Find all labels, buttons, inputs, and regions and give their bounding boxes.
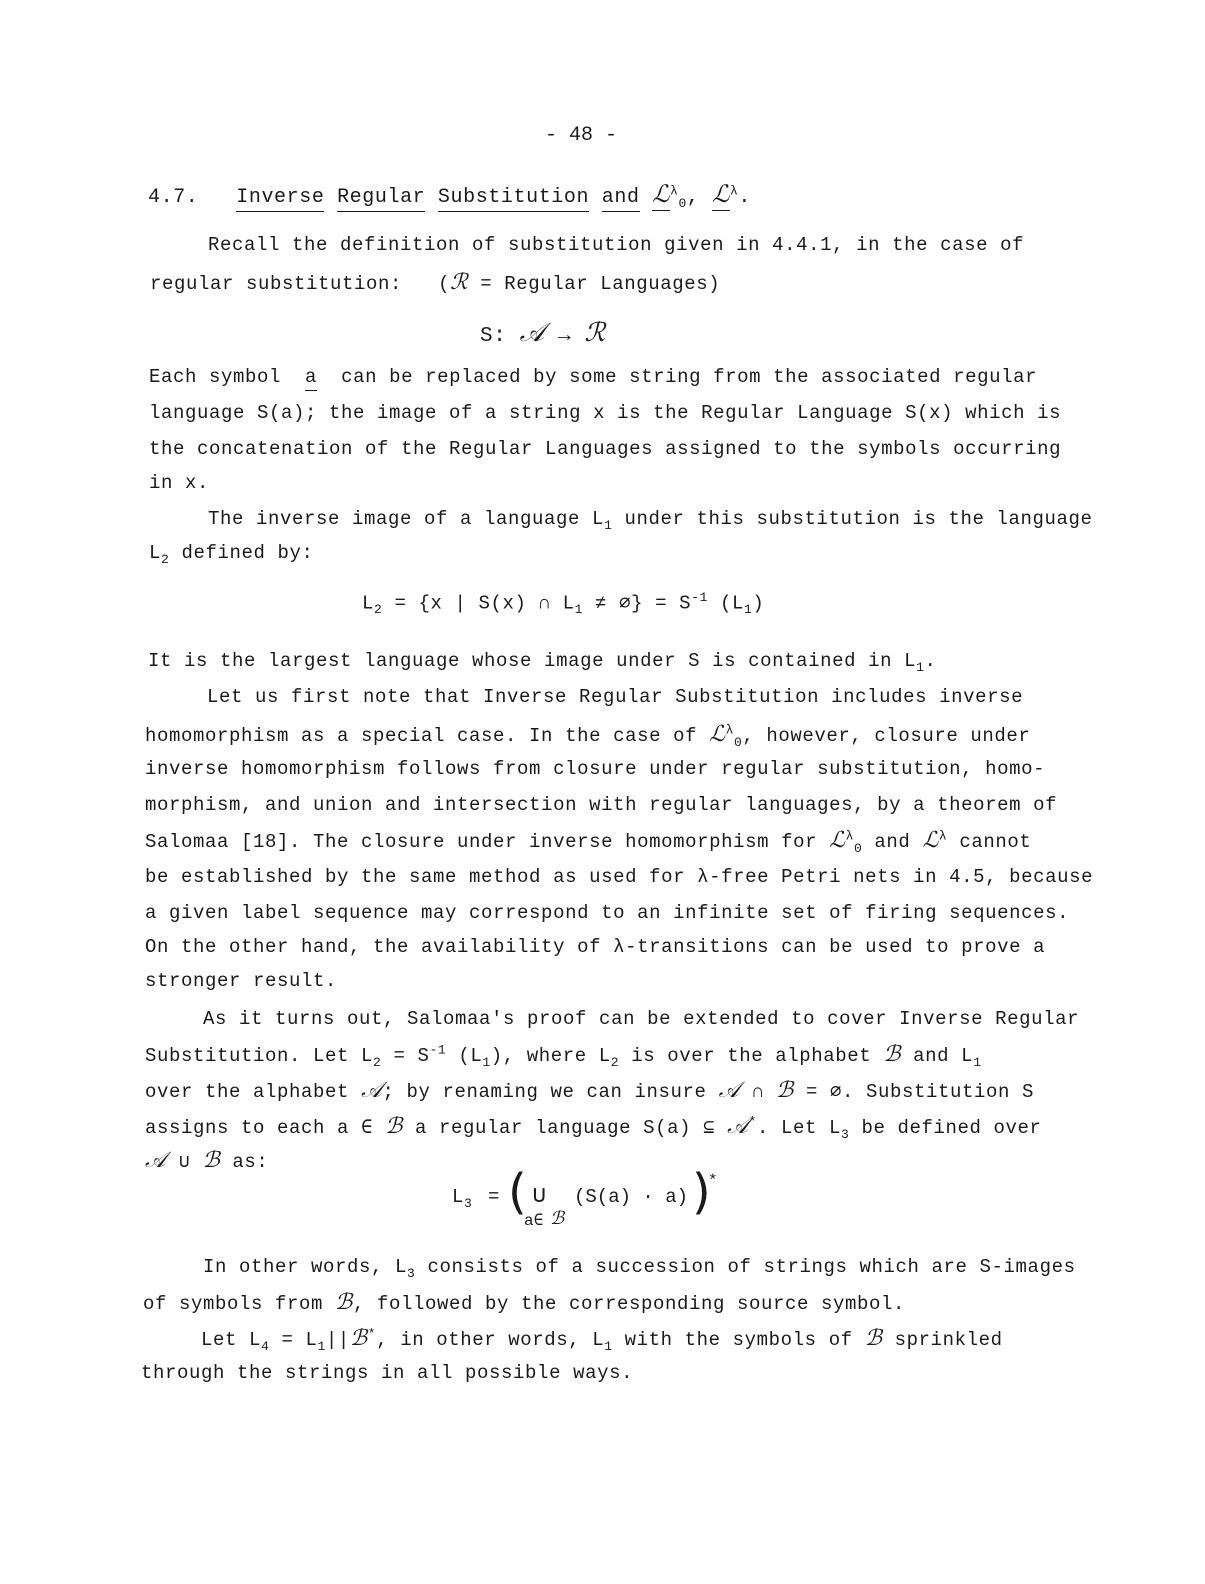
text: = S	[393, 1045, 430, 1067]
text: L	[149, 542, 162, 564]
paragraph-line	[149, 542, 313, 567]
subscript: 1	[604, 517, 613, 533]
section-title-sup: λ	[670, 183, 679, 199]
subscript: 0	[733, 734, 743, 750]
text: and L	[913, 1045, 974, 1067]
paragraph-line	[145, 722, 1030, 750]
regular-languages-symbol: ℛ	[450, 270, 469, 295]
text: ∪	[178, 1151, 191, 1173]
paragraph-line: be established by the same method as used for λ-free Petri nets in 4.5, because	[145, 866, 1094, 888]
formula-text: (L	[720, 592, 745, 615]
text: ⊆	[703, 1117, 716, 1139]
superscript: λ	[725, 722, 734, 738]
text: ), where L	[490, 1045, 611, 1067]
paragraph-line: language S(a); the image of a string x is the Regular Language S(x) which is	[149, 402, 1062, 424]
subscript: 3	[407, 1265, 416, 1281]
subscript: 1	[574, 602, 584, 618]
symbol-a: a	[305, 366, 317, 391]
text: a regular language S(a)	[415, 1117, 692, 1139]
formula-text: )	[752, 592, 765, 615]
text: , followed by the corresponding source symbol.	[352, 1293, 906, 1315]
paragraph-line: in x.	[149, 472, 210, 494]
text: In other words, L	[203, 1256, 408, 1278]
paragraph-line: through the strings in all possible ways.	[141, 1362, 634, 1384]
formula-text: ∅}	[619, 592, 644, 615]
alphabet-b-symbol: ℬ	[335, 1290, 353, 1315]
language-family-symbol: ℒ	[709, 722, 726, 747]
alphabet-b-symbol: ℬ	[883, 1042, 902, 1067]
formula-text: ∩	[538, 592, 551, 615]
alphabet-b-symbol: ℬ	[864, 1326, 883, 1351]
subscript: 3	[464, 1196, 472, 1211]
subscript: 1	[973, 1054, 982, 1070]
text: It is the largest language whose image under S is contained in L	[148, 650, 917, 672]
paragraph-line	[143, 1290, 905, 1315]
shuffle-operator: ||	[325, 1329, 350, 1351]
paragraph-line: Let us first note that Inverse Regular Substitution includes inverse	[207, 686, 1024, 708]
paragraph-line	[145, 828, 1031, 856]
text: Salomaa [18]. The closure under inverse homomorphism for	[145, 831, 818, 853]
alphabet-b-symbol: ℬ	[385, 1114, 404, 1139]
paragraph-line: On the other hand, the availability of λ-transitions can be used to prove a	[145, 936, 1046, 958]
section-title-L0: ℒ	[652, 180, 670, 211]
text: . Let L	[757, 1117, 842, 1139]
paragraph-line	[149, 366, 1037, 388]
formula-text: a∈	[524, 1212, 544, 1230]
text: ∈	[361, 1117, 374, 1139]
alphabet-b-symbol: ℬ	[202, 1148, 221, 1173]
section-title-word: Regular	[337, 186, 425, 212]
section-title-word: and	[602, 186, 640, 212]
text: defined by:	[181, 542, 314, 564]
text: be defined over	[861, 1117, 1042, 1139]
section-title-word: Inverse	[236, 186, 324, 212]
alphabet-a-symbol: 𝒜	[727, 1114, 749, 1139]
paragraph-line	[145, 1078, 1034, 1103]
text: (L	[458, 1045, 483, 1067]
formula-paren: (	[508, 1164, 527, 1220]
superscript: *	[367, 1326, 377, 1342]
formula-text: S(x)	[478, 592, 527, 615]
text: = Regular Languages)	[480, 273, 721, 295]
subscript: 1	[916, 659, 925, 675]
page-number: - 48 -	[545, 124, 618, 147]
subscript: 1	[482, 1054, 491, 1070]
text: = L	[281, 1329, 318, 1351]
arrow-icon: →	[558, 325, 572, 348]
text: over the alphabet	[145, 1081, 350, 1103]
text: (	[438, 273, 451, 295]
regular-languages-symbol: ℛ	[584, 318, 606, 348]
text: ; by renaming we can insure	[382, 1081, 707, 1103]
subscript: 3	[841, 1126, 850, 1142]
language-family-symbol: ℒ	[922, 828, 939, 853]
paragraph-line: morphism, and union and intersection with regular languages, by a theorem of	[145, 794, 1058, 816]
paragraph-line: Recall the definition of substitution given in 4.4.1, in the case of	[208, 234, 1025, 256]
subscript: 2	[374, 602, 383, 618]
formula-text: (S(a) · a)	[574, 1186, 689, 1208]
superscript: *	[748, 1114, 757, 1130]
section-title-comma: ,	[686, 186, 700, 209]
formula-text: L	[362, 592, 375, 615]
alphabet-a-symbol: 𝒜	[718, 1078, 740, 1103]
formula-text: =	[394, 592, 407, 615]
paragraph-line: As it turns out, Salomaa's proof can be extended to cover Inverse Regular	[203, 1008, 1080, 1030]
formula-substitution	[480, 318, 606, 349]
formula-text: ≠	[595, 592, 608, 615]
text: of symbols from	[143, 1293, 324, 1315]
superscript: *	[708, 1172, 718, 1190]
formula-text: =	[488, 1186, 500, 1208]
formula-text: S	[679, 592, 692, 615]
paragraph-line	[145, 1148, 268, 1173]
text: under this substitution is the language	[624, 508, 1093, 530]
formula-inverse-image	[362, 590, 764, 617]
text: The inverse image of a language L	[208, 508, 605, 530]
alphabet-b-symbol: ℬ	[349, 1326, 368, 1351]
text: , however, closure under	[742, 725, 1031, 747]
text: Substitution. Let L	[145, 1045, 374, 1067]
section-number: 4.7.	[148, 186, 199, 209]
text: consists of a succession of strings which are S-images	[427, 1256, 1076, 1278]
subscript: 4	[261, 1338, 270, 1354]
subscript: 2	[161, 551, 170, 567]
text: = ∅. Substitution S	[805, 1081, 1035, 1103]
formula-text: {x	[418, 592, 443, 615]
subscript: 1	[317, 1338, 326, 1354]
subscript: 1	[604, 1338, 613, 1354]
section-title-sub: 0	[678, 196, 687, 211]
formula-text: S:	[480, 325, 507, 348]
paragraph-line	[145, 1042, 982, 1070]
paragraph-line	[150, 270, 720, 295]
language-family-symbol: ℒ	[829, 828, 846, 853]
text: is over the alphabet	[631, 1045, 872, 1067]
paragraph-line: inverse homomorphism follows from closure under regular substitution, homo-	[145, 758, 1046, 780]
section-title-word: Substitution	[438, 186, 589, 212]
text: and	[874, 831, 911, 853]
text: assigns to each a	[145, 1117, 350, 1139]
subscript: 0	[853, 840, 863, 856]
formula-text: |	[454, 592, 467, 615]
superscript: -1	[429, 1042, 447, 1058]
section-heading	[148, 180, 751, 211]
text: sprinkled	[894, 1329, 1003, 1351]
paragraph-line: the concatenation of the Regular Languages assigned to the symbols occurring	[149, 438, 1062, 460]
section-title-period: .	[738, 186, 751, 209]
text: homomorphism as a special case. In the case of	[145, 725, 698, 747]
paragraph-line: stronger result.	[145, 970, 338, 992]
union-symbol: ∪	[532, 1183, 547, 1210]
section-title-sup2: λ	[729, 183, 739, 199]
superscript: λ	[845, 828, 854, 844]
text: , in other words, L	[376, 1329, 605, 1351]
paragraph-line	[203, 1256, 1076, 1281]
text: regular substitution:	[150, 273, 403, 295]
subscript: 1	[744, 602, 753, 618]
alphabet-a-symbol: 𝒜	[361, 1078, 383, 1103]
text: as:	[232, 1151, 269, 1173]
text: .	[924, 650, 937, 672]
paragraph-line: a given label sequence may correspond to an infinite set of firing sequences.	[145, 902, 1070, 924]
subscript: 2	[373, 1054, 382, 1070]
formula-text: L	[562, 592, 575, 615]
paragraph-line	[145, 1114, 1041, 1142]
alphabet-a-symbol: 𝒜	[519, 318, 545, 348]
formula-text: =	[655, 592, 668, 615]
text: Let L	[201, 1329, 262, 1351]
paragraph-line	[148, 650, 937, 675]
section-title-L: ℒ	[712, 180, 730, 211]
alphabet-b-symbol: ℬ	[550, 1208, 565, 1229]
paragraph-line	[208, 508, 1093, 533]
superscript: -1	[691, 590, 708, 605]
superscript: λ	[938, 828, 948, 844]
text: Each symbol	[149, 366, 282, 388]
text: with the symbols of	[624, 1329, 853, 1351]
alphabet-a-symbol: 𝒜	[145, 1148, 167, 1173]
text: can be replaced by some string from the associated regular	[341, 366, 1038, 388]
text: cannot	[959, 831, 1032, 853]
paragraph-line	[201, 1326, 1003, 1354]
subscript: 2	[610, 1054, 620, 1070]
text: ∩	[752, 1081, 765, 1103]
alphabet-b-symbol: ℬ	[776, 1078, 794, 1103]
formula-text: L	[452, 1186, 464, 1208]
formula-paren: )	[692, 1164, 711, 1220]
